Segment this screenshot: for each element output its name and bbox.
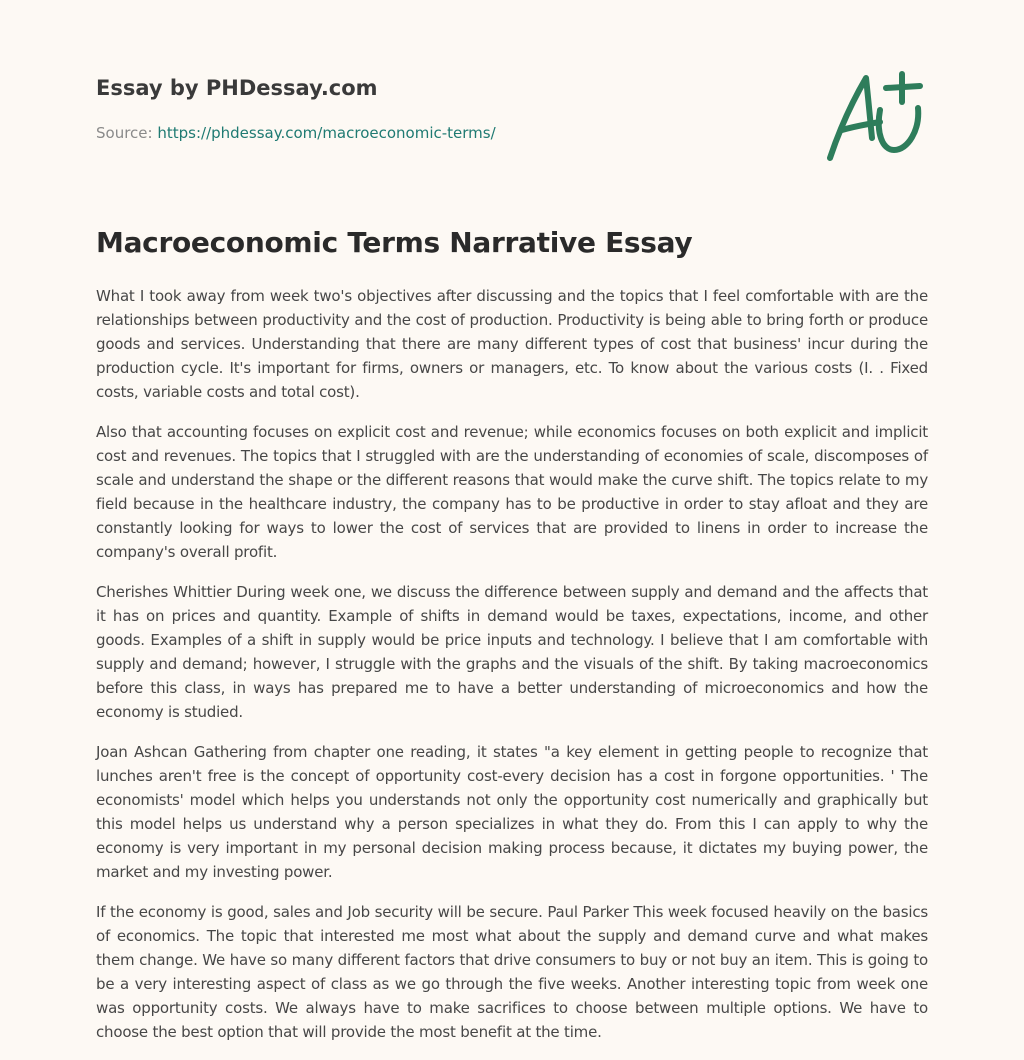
brand-title: Essay by PHDessay.com [96, 76, 378, 100]
source-label: Source: [96, 124, 153, 142]
essay-title: Macroeconomic Terms Narrative Essay [96, 226, 693, 259]
source-line [96, 124, 496, 142]
source-link[interactable]: https://phdessay.com/macroeconomic-terms/ [157, 124, 496, 142]
essay-paragraph: What I took away from week two's objectives after discussing and the topics that I feel comfortable with are the relationships between productivity and the cost of production. Productivity is being able to bring forth or produce goods and services. Understanding that there are many different types of cost that business' incur during the production cycle. It's important for firms, owners or managers, etc. To know about the various costs (I. . Fixed costs, variable costs and total cost). [96, 287, 928, 401]
essay-paragraph: Joan Ashcan Gathering from chapter one reading, it states "a key element in getting people to recognize that lunches aren't free is the concept of opportunity cost-every decision has a cost in forgone opportunities. ' The economists' model which helps you understands not only the opportunity cost numerically and graphically but this model helps us understand why a person specializes in what they do. From this I can apply to why the economy is very important in my personal decision making process because, it dictates my buying power, the market and my investing power. [96, 743, 928, 881]
essay-body [96, 284, 928, 1060]
essay-paragraph: Also that accounting focuses on explicit cost and revenue; while economics focuses on both explicit and implicit cost and revenues. The topics that I struggled with are the understanding of economies of scale, discomposes of scale and understand the shape or the different reasons that would make the curve shift. The topics relate to my field because in the healthcare industry, the company has to be productive in order to stay afloat and they are constantly looking for ways to lower the cost of services that are provided to linens in order to increase the company's overall profit. [96, 423, 928, 561]
essay-paragraph: Cherishes Whittier During week one, we discuss the difference between supply and demand and the affects that it has on prices and quantity. Example of shifts in demand would be taxes, expectations, income, and other goods. Examples of a shift in supply would be price inputs and technology. I believe that I am comfortable with supply and demand; however, I struggle with the graphs and the visuals of the shift. By taking macroeconomics before this class, in ways has prepared me to have a better understanding of microeconomics and how the economy is studied. [96, 583, 928, 721]
a-plus-grade-icon [822, 66, 926, 164]
essay-paragraph: If the economy is good, sales and Job security will be secure. Paul Parker This week focused heavily on the basics of economics. The topic that interested me most what about the supply and demand curve and what makes them change. We have so many different factors that drive consumers to buy or not buy an item. This is going to be a very interesting aspect of class as we go through the five weeks. Another interesting topic from week one was opportunity costs. We always have to make sacrifices to choose between multiple options. We have to choose the best option that will provide the most benefit at the time. [96, 903, 928, 1041]
